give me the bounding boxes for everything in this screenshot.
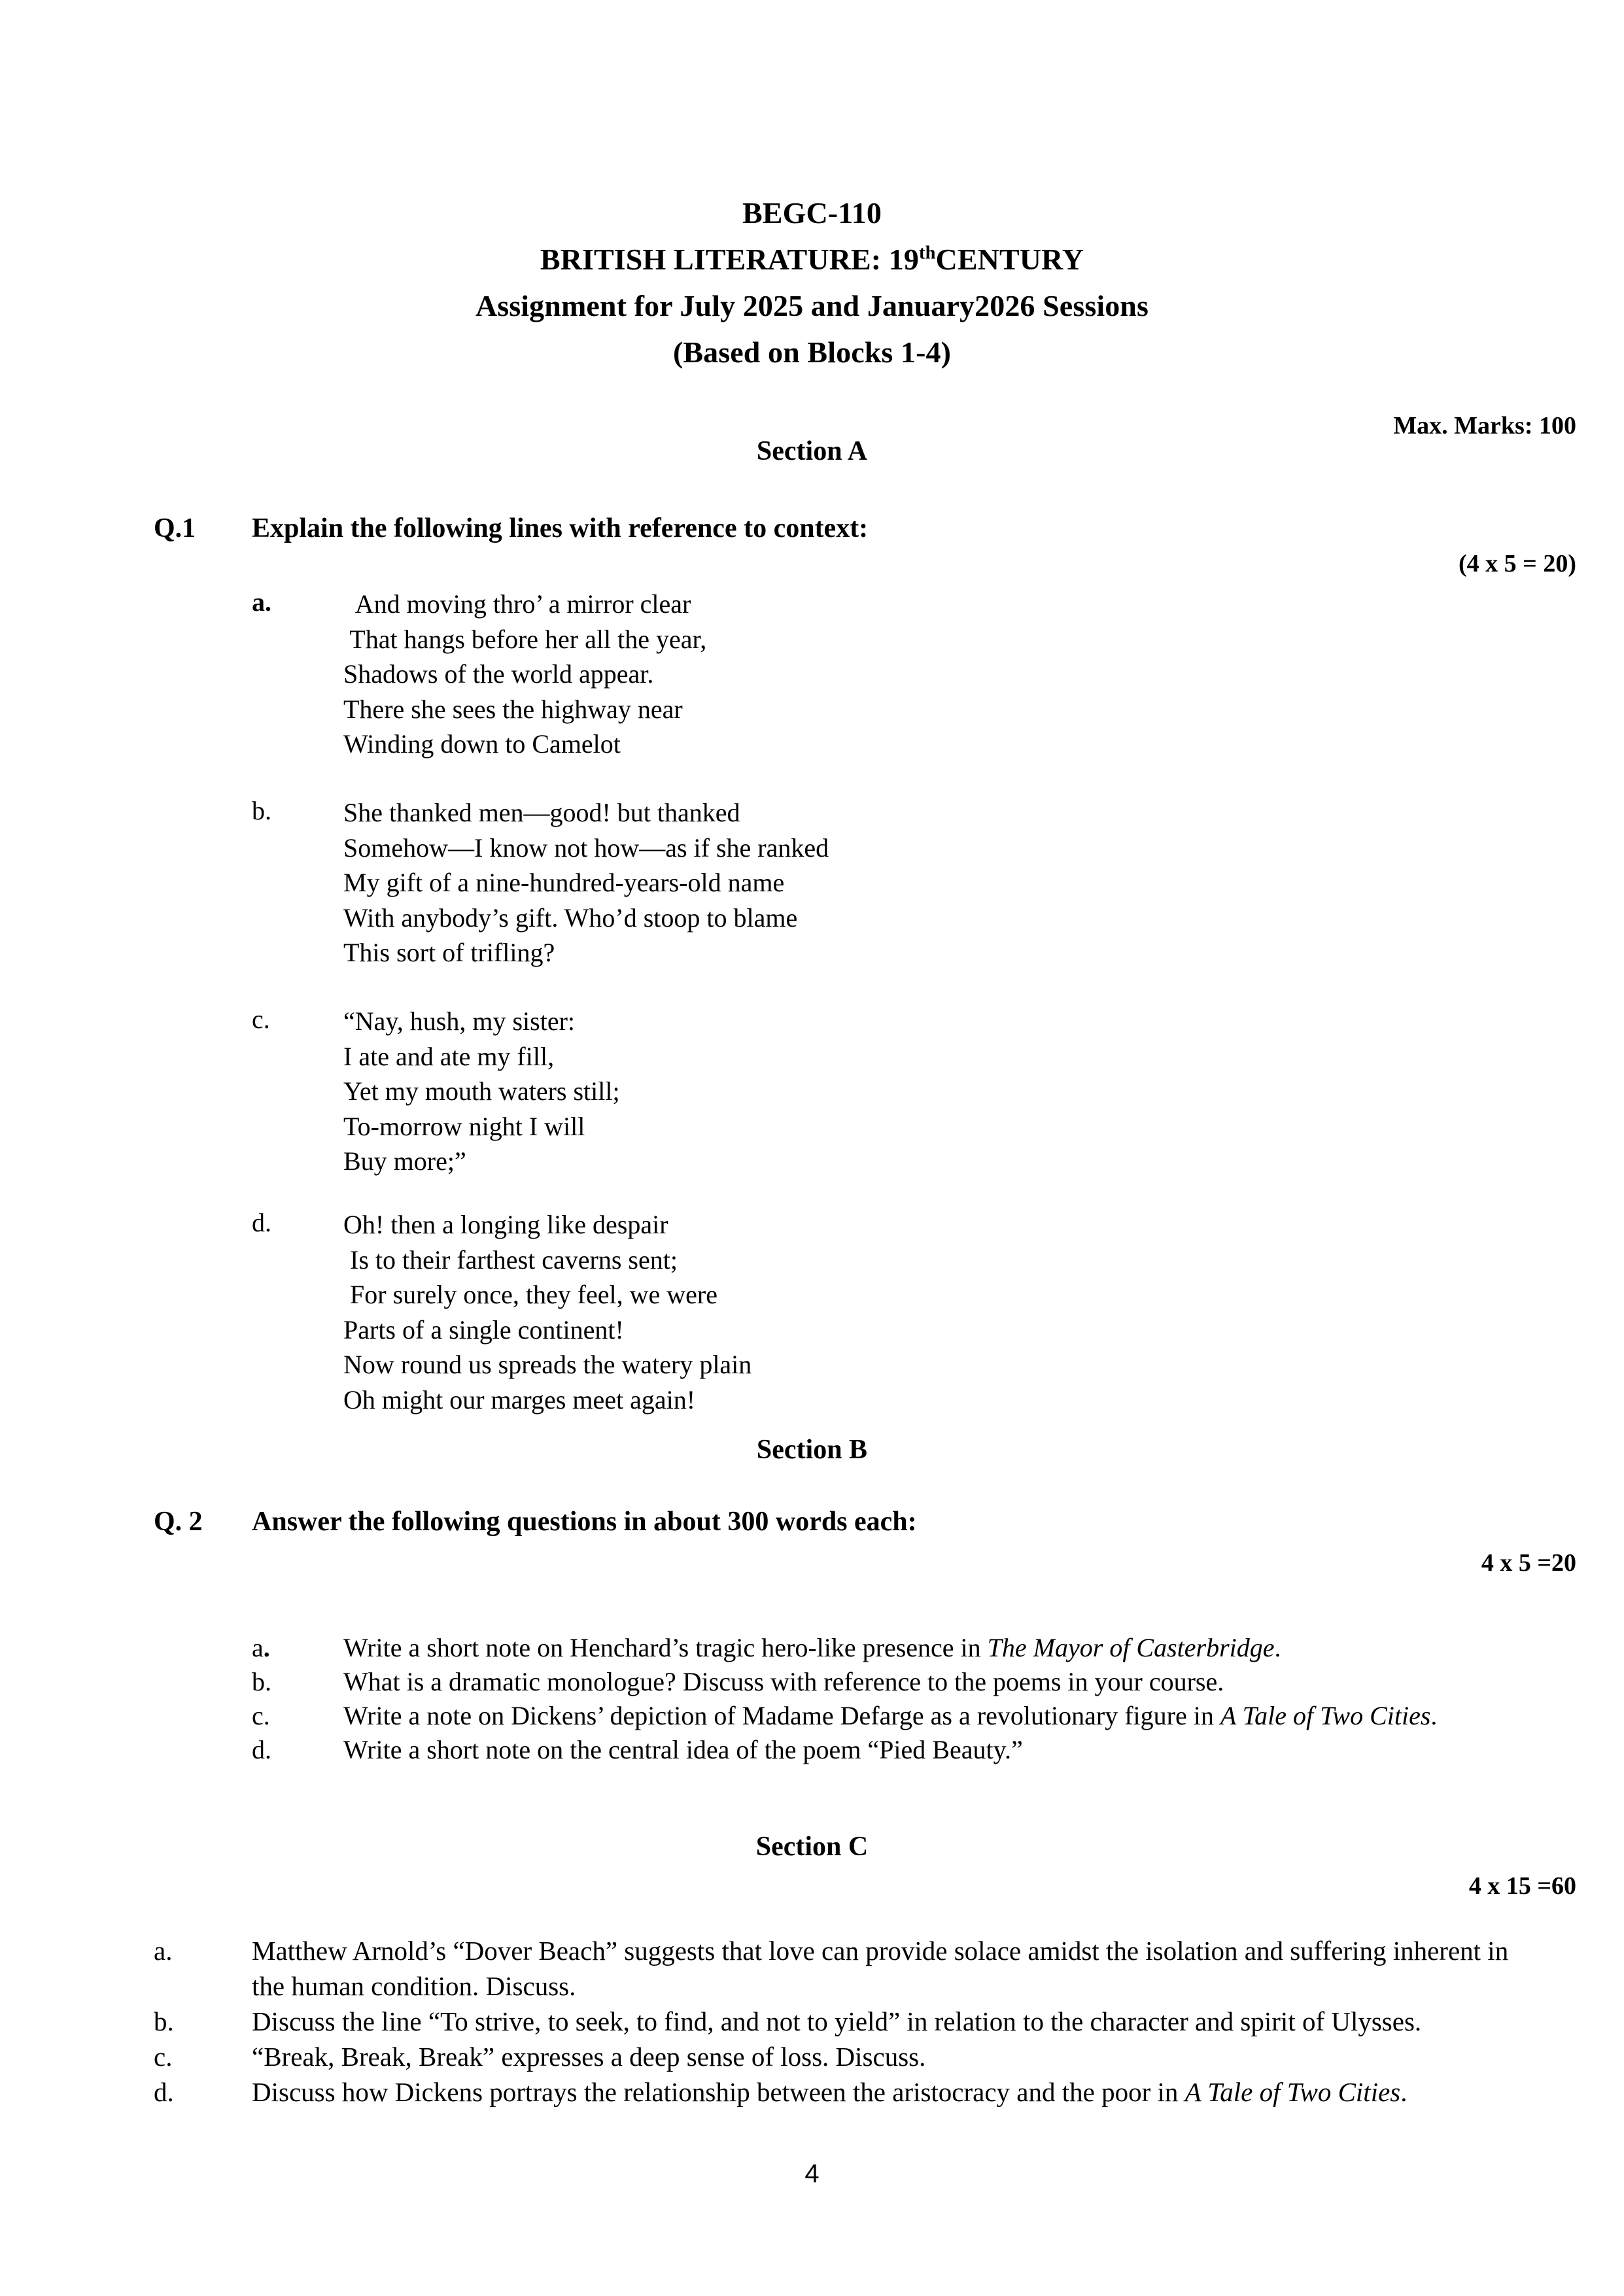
item-text: Write a note on Dickens’ depiction of Madame Defarge as a revolutionary figure in xyxy=(343,1701,1220,1730)
section-c-item-c-text xyxy=(252,2042,925,2072)
document-header xyxy=(0,190,1624,375)
based-on-blocks: (Based on Blocks 1-4) xyxy=(672,335,952,369)
list-item xyxy=(252,1665,1534,1699)
item-text: Discuss how Dickens portrays the relationship between the aristocracy and the poor in xyxy=(252,2077,1185,2107)
list-item xyxy=(154,1933,1540,2004)
section-c-item-a-label: a. xyxy=(154,1936,173,1966)
label-dot: . xyxy=(265,1735,271,1764)
list-item xyxy=(154,2004,1540,2039)
section-c-item-b-label: b. xyxy=(154,2006,174,2036)
poem-line: Parts of a single continent! xyxy=(343,1314,624,1345)
course-code: BEGC-110 xyxy=(742,196,882,230)
section-b-item-d-label xyxy=(252,1733,343,1767)
poem-item-d-label: d. xyxy=(252,1208,271,1237)
poem-item-a-label: a. xyxy=(252,587,271,617)
section-c-item-b-text xyxy=(252,2006,1421,2036)
section-b-item-b-label xyxy=(252,1665,343,1699)
page-number: 4 xyxy=(804,2159,820,2188)
section-b-marks: 4 x 5 =20 xyxy=(1481,1549,1576,1577)
poem-line: Yet my mouth waters still; xyxy=(343,1076,620,1106)
question-2-text: Answer the following questions in about 300 words each: xyxy=(252,1507,917,1537)
section-c-item-c-label: c. xyxy=(154,2042,173,2072)
poem-item-b xyxy=(252,795,829,970)
poem-line: She thanked men—good! but thanked xyxy=(343,798,740,827)
assignment-sessions: Assignment for July 2025 and January2026 Sessions xyxy=(475,289,1149,322)
poem-line: There she sees the highway near xyxy=(343,694,683,724)
poem-line: Winding down to Camelot xyxy=(343,729,621,759)
item-text-tail: . xyxy=(1274,1633,1281,1662)
label-dot: . xyxy=(263,1701,270,1730)
item-text: Write a short note on Henchard’s tragic hero-like presence in xyxy=(343,1633,988,1662)
list-item xyxy=(154,2039,1540,2074)
course-title-superscript: th xyxy=(918,243,936,264)
section-c-item-d-label: d. xyxy=(154,2077,174,2107)
section-c-heading: Section C xyxy=(755,1832,869,1862)
item-text: Discuss the line “To strive, to seek, to find, and not to yield” in relation to the character and spirit of Ulysses. xyxy=(252,2006,1422,2036)
section-c-list xyxy=(154,1933,1540,2110)
poem-line: Shadows of the world appear. xyxy=(343,659,654,689)
poem-line: This sort of trifling? xyxy=(343,938,555,967)
list-item xyxy=(252,1733,1534,1767)
course-title-suffix: CENTURY xyxy=(935,243,1084,276)
poem-line: Somehow—I know not how—as if she ranked xyxy=(343,832,829,863)
poem-item-d xyxy=(252,1207,752,1417)
poem-line: I ate and ate my fill, xyxy=(343,1041,555,1071)
item-text-tail: . xyxy=(1430,1701,1438,1730)
poem-line: Buy more;” xyxy=(343,1146,466,1176)
poem-item-c xyxy=(252,1004,620,1179)
section-c-item-d-text xyxy=(252,2077,1408,2107)
label-dot: . xyxy=(265,1667,271,1696)
section-b-item-b-text xyxy=(343,1667,1224,1696)
label-letter: b xyxy=(252,1667,265,1696)
poem-item-b-lines xyxy=(343,795,829,970)
question-2-label: Q. 2 xyxy=(154,1507,203,1537)
question-1-label: Q.1 xyxy=(154,513,196,543)
course-title-prefix: BRITISH LITERATURE: 19 xyxy=(540,243,919,276)
section-b-list xyxy=(252,1631,1534,1767)
poem-line: “Nay, hush, my sister: xyxy=(343,1006,576,1036)
book-title: A Tale of Two Cities xyxy=(1220,1701,1431,1730)
poem-line: Now round us spreads the watery plain xyxy=(343,1350,752,1379)
section-b-item-a-text xyxy=(343,1633,1281,1662)
section-a-marks: (4 x 5 = 20) xyxy=(1459,550,1576,577)
list-item xyxy=(252,1699,1534,1733)
poem-line: To-morrow night I will xyxy=(343,1111,585,1141)
poem-line: For surely once, they feel, we were xyxy=(343,1280,717,1309)
poem-item-c-label: c. xyxy=(252,1004,270,1034)
poem-item-b-label: b. xyxy=(252,796,271,825)
poem-line: Oh might our marges meet again! xyxy=(343,1384,696,1414)
poem-item-a-lines xyxy=(343,587,706,762)
max-marks: Max. Marks: 100 xyxy=(1393,412,1576,439)
section-b-item-c-label xyxy=(252,1699,343,1733)
poem-line: That hangs before her all the year, xyxy=(343,624,707,654)
course-title xyxy=(0,236,1624,283)
section-b-item-c-text xyxy=(343,1701,1437,1730)
poem-item-c-lines xyxy=(343,1004,620,1179)
poem-item-d-lines xyxy=(343,1207,752,1417)
label-letter: a xyxy=(252,1633,264,1662)
list-item xyxy=(252,1631,1534,1665)
item-text-tail: . xyxy=(1400,2077,1408,2107)
item-text: “Break, Break, Break” expresses a deep sense of loss. Discuss. xyxy=(252,2042,926,2072)
poem-line: Is to their farthest caverns sent; xyxy=(343,1244,678,1275)
question-1-text: Explain the following lines with reference to context: xyxy=(252,513,869,543)
book-title: A Tale of Two Cities xyxy=(1184,2077,1401,2107)
section-c-marks: 4 x 15 =60 xyxy=(1468,1872,1576,1900)
poem-line: And moving thro’ a mirror clear xyxy=(343,589,691,619)
label-letter: d xyxy=(252,1735,265,1764)
label-dot: . xyxy=(263,1633,270,1662)
list-item xyxy=(154,2074,1540,2110)
question-2-row xyxy=(154,1506,917,1537)
section-c-item-a-text xyxy=(252,1936,1508,2001)
poem-item-a xyxy=(252,587,706,762)
section-b-item-a-label xyxy=(252,1631,343,1665)
question-1-row xyxy=(154,513,868,544)
book-title: The Mayor of Casterbridge xyxy=(987,1633,1275,1662)
label-letter: c xyxy=(252,1701,264,1730)
item-text: Matthew Arnold’s “Dover Beach” suggests that love can provide solace amidst the isolation and suffering inherent in the human condition. Discuss. xyxy=(252,1936,1509,2001)
poem-line: My gift of a nine-hundred-years-old name xyxy=(343,868,785,897)
item-text: What is a dramatic monologue? Discuss with reference to the poems in your course. xyxy=(343,1667,1224,1696)
poem-line: With anybody’s gift. Who’d stoop to blame xyxy=(343,902,798,933)
poem-line: Oh! then a longing like despair xyxy=(343,1210,668,1239)
section-a-heading: Section A xyxy=(756,436,868,466)
section-b-item-d-text xyxy=(343,1735,1023,1764)
section-b-heading: Section B xyxy=(756,1435,868,1465)
item-text: Write a short note on the central idea of the poem “Pied Beauty.” xyxy=(343,1735,1023,1764)
